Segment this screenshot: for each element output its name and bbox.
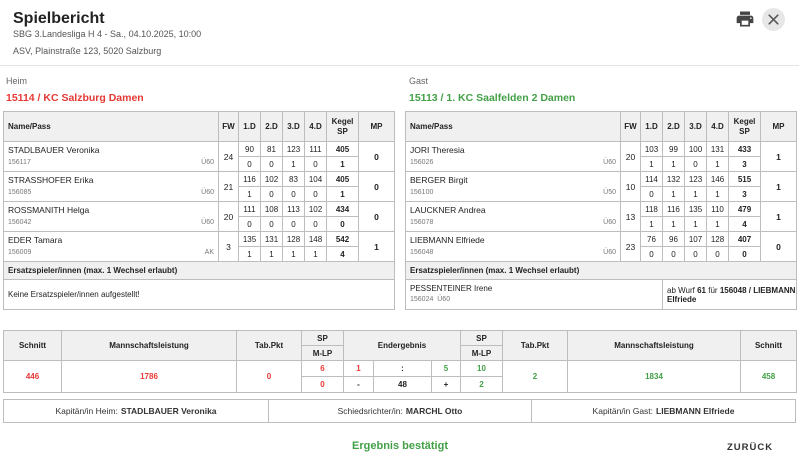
col-d3: 3.D xyxy=(685,112,707,142)
kegel-value: 118 xyxy=(641,202,663,217)
page-title: Spielbericht xyxy=(13,10,105,27)
end-home-top: 1 xyxy=(344,361,374,377)
kegel-total: 515 xyxy=(729,172,761,187)
player-cell xyxy=(4,172,219,202)
player-fw: 13 xyxy=(621,202,641,232)
kegel-value: 128 xyxy=(707,232,729,247)
player-pass: 156100 xyxy=(410,189,434,196)
player-name: EDER Tamara xyxy=(8,235,63,245)
kegel-value: 102 xyxy=(261,172,283,187)
sub-player-name: PESSENTEINER Irene xyxy=(410,284,493,293)
player-name: LIEBMANN Elfriede xyxy=(410,235,485,245)
sp-total: 3 xyxy=(729,187,761,202)
player-row xyxy=(4,172,395,187)
player-cell xyxy=(406,142,621,172)
col-d1: 1.D xyxy=(239,112,261,142)
player-category: Ü50 xyxy=(603,189,616,196)
kegel-value: 148 xyxy=(305,232,327,247)
col-kegel-sp: Kegel SP xyxy=(729,112,761,142)
kegel-value: 113 xyxy=(283,202,305,217)
sp-value: 0 xyxy=(261,217,283,232)
guest-tabpkt: 2 xyxy=(503,361,568,393)
sp-value: 0 xyxy=(283,217,305,232)
guest-schnitt: 458 xyxy=(741,361,797,393)
result-confirmed-status: Ergebnis bestätigt xyxy=(352,440,448,452)
player-row xyxy=(406,232,797,247)
player-fw: 3 xyxy=(219,232,239,262)
kegel-value: 102 xyxy=(305,202,327,217)
kegel-value: 131 xyxy=(707,142,729,157)
end-guest-top: 5 xyxy=(432,361,461,377)
sp-total: 0 xyxy=(729,247,761,262)
officials-row xyxy=(3,399,796,423)
kegel-value: 128 xyxy=(283,232,305,247)
home-mlp: 0 xyxy=(302,377,344,393)
player-category: Ü60 xyxy=(603,219,616,226)
guest-captain: Kapitän/in Gast: LIEBMANN Elfriede xyxy=(592,406,735,416)
kegel-total: 405 xyxy=(327,172,359,187)
kegel-value: 123 xyxy=(283,142,305,157)
player-category: Ü60 xyxy=(603,159,616,166)
player-row xyxy=(4,142,395,157)
home-subs-header: Ersatzspieler/innen (max. 1 Wechsel erlaubt) xyxy=(4,262,395,280)
home-tabpkt: 0 xyxy=(237,361,302,393)
sp-value: 1 xyxy=(685,217,707,232)
player-category: AK xyxy=(204,249,214,256)
match-location: ASV, Plainstraße 123, 5020 Salzburg xyxy=(13,46,162,56)
sp-value: 1 xyxy=(641,157,663,172)
kegel-value: 107 xyxy=(685,232,707,247)
kegel-value: 111 xyxy=(239,202,261,217)
player-fw: 21 xyxy=(219,172,239,202)
sp-total: 0 xyxy=(327,217,359,232)
player-pass: 156048 xyxy=(410,249,434,256)
close-icon xyxy=(762,8,785,31)
match-info: SBG 3.Landesliga H 4 - Sa., 04.10.2025, 10:00 xyxy=(13,29,202,39)
guest-players-table xyxy=(405,111,797,310)
guest-leistung: 1834 xyxy=(568,361,741,393)
close-button[interactable] xyxy=(762,8,785,31)
sum-tabpkt-home-hdr: Tab.Pkt xyxy=(237,331,302,361)
sp-value: 0 xyxy=(261,187,283,202)
col-fw: FW xyxy=(621,112,641,142)
player-row xyxy=(406,172,797,187)
printer-icon[interactable] xyxy=(735,9,755,29)
table-header-row xyxy=(4,112,395,142)
player-fw: 20 xyxy=(219,202,239,232)
sp-total: 1 xyxy=(327,187,359,202)
col-name: Name/Pass xyxy=(406,112,621,142)
col-kegel-sp: Kegel SP xyxy=(327,112,359,142)
player-row xyxy=(406,202,797,217)
kegel-value: 99 xyxy=(663,142,685,157)
player-category: Ü60 xyxy=(201,159,214,166)
player-cell xyxy=(4,232,219,262)
player-name: STRASSHOFER Erika xyxy=(8,175,94,185)
kegel-total: 479 xyxy=(729,202,761,217)
player-cell xyxy=(406,172,621,202)
player-pass: 156117 xyxy=(8,159,31,166)
player-row xyxy=(4,232,395,247)
sum-sp-home-hdr: SP xyxy=(302,331,344,346)
sub-player xyxy=(406,280,663,310)
sub-info: ab Wurf 61 für 156048 / LIEBMANN Elfriede xyxy=(663,280,797,310)
kegel-total: 542 xyxy=(327,232,359,247)
player-pass: 156009 xyxy=(8,249,32,256)
kegel-value: 104 xyxy=(305,172,327,187)
sp-value: 0 xyxy=(641,187,663,202)
player-row xyxy=(406,142,797,157)
end-sep-top: : xyxy=(374,361,432,377)
home-players-table xyxy=(3,111,395,310)
player-mp: 1 xyxy=(359,232,395,262)
sp-value: 0 xyxy=(239,157,261,172)
sp-value: 1 xyxy=(283,247,305,262)
sp-total: 3 xyxy=(729,157,761,172)
player-mp: 0 xyxy=(359,202,395,232)
home-subs-text: Keine Ersatzspieler/innen aufgestellt! xyxy=(4,280,395,310)
kegel-value: 111 xyxy=(305,142,327,157)
player-cell xyxy=(406,202,621,232)
kegel-value: 135 xyxy=(685,202,707,217)
player-mp: 0 xyxy=(359,142,395,172)
sp-value: 1 xyxy=(663,187,685,202)
player-mp: 1 xyxy=(761,172,797,202)
sp-value: 1 xyxy=(261,247,283,262)
player-mp: 0 xyxy=(761,232,797,262)
home-captain: Kapitän/in Heim: STADLBAUER Veronika xyxy=(4,400,269,422)
report-header xyxy=(0,0,799,66)
col-mp: MP xyxy=(761,112,797,142)
kegel-value: 131 xyxy=(261,232,283,247)
col-d4: 4.D xyxy=(707,112,729,142)
player-pass: 156026 xyxy=(410,159,434,166)
col-fw: FW xyxy=(219,112,239,142)
kegel-value: 116 xyxy=(239,172,261,187)
player-fw: 10 xyxy=(621,172,641,202)
player-category: Ü60 xyxy=(201,189,214,196)
sum-schnitt-guest-hdr: Schnitt xyxy=(741,331,797,361)
player-pass: 156078 xyxy=(410,219,434,226)
referee: Schiedsrichter/in: MARCHL Otto xyxy=(269,400,532,422)
sp-value: 0 xyxy=(239,217,261,232)
col-d2: 2.D xyxy=(663,112,685,142)
kegel-value: 83 xyxy=(283,172,305,187)
home-team-name: 15114 / KC Salzburg Damen xyxy=(6,92,144,104)
player-row xyxy=(4,202,395,217)
kegel-value: 108 xyxy=(261,202,283,217)
kegel-total: 434 xyxy=(327,202,359,217)
sp-value: 0 xyxy=(283,187,305,202)
sp-value: 1 xyxy=(305,247,327,262)
sum-sp-guest-hdr: SP xyxy=(461,331,503,346)
col-d3: 3.D xyxy=(283,112,305,142)
kegel-value: 135 xyxy=(239,232,261,247)
sub-player-pass: 156024 xyxy=(410,296,434,303)
col-d4: 4.D xyxy=(305,112,327,142)
sp-value: 0 xyxy=(685,157,707,172)
player-mp: 0 xyxy=(359,172,395,202)
sum-leistung-home-hdr: Mannschaftsleistung xyxy=(62,331,237,361)
sp-value: 1 xyxy=(239,187,261,202)
sp-value: 0 xyxy=(305,217,327,232)
sp-value: 1 xyxy=(707,217,729,232)
sp-value: 0 xyxy=(685,247,707,262)
kegel-value: 76 xyxy=(641,232,663,247)
sum-schnitt-home-hdr: Schnitt xyxy=(4,331,62,361)
sp-value: 0 xyxy=(707,247,729,262)
sp-value: 1 xyxy=(685,187,707,202)
home-label: Heim xyxy=(6,76,28,86)
sp-total: 1 xyxy=(327,157,359,172)
kegel-value: 123 xyxy=(685,172,707,187)
sum-endergebnis-hdr: Endergebnis xyxy=(344,331,461,361)
sp-value: 1 xyxy=(663,157,685,172)
sp-value: 1 xyxy=(707,157,729,172)
player-cell xyxy=(4,142,219,172)
guest-sp-total: 10 xyxy=(461,361,503,377)
sp-value: 0 xyxy=(641,247,663,262)
player-category: Ü60 xyxy=(603,249,616,256)
sum-leistung-guest-hdr: Mannschaftsleistung xyxy=(568,331,741,361)
sp-value: 0 xyxy=(261,157,283,172)
guest-label: Gast xyxy=(409,76,429,86)
kegel-value: 90 xyxy=(239,142,261,157)
player-name: BERGER Birgit xyxy=(410,175,468,185)
home-sp-total: 6 xyxy=(302,361,344,377)
kegel-value: 100 xyxy=(685,142,707,157)
player-pass: 156085 xyxy=(8,189,32,196)
player-name: JORI Theresia xyxy=(410,145,465,155)
sp-total: 4 xyxy=(729,217,761,232)
guest-mlp: 2 xyxy=(461,377,503,393)
sp-value: 1 xyxy=(707,187,729,202)
kegel-total: 407 xyxy=(729,232,761,247)
kegel-value: 110 xyxy=(707,202,729,217)
sp-value: 0 xyxy=(663,247,685,262)
kegel-value: 103 xyxy=(641,142,663,157)
player-cell xyxy=(406,232,621,262)
player-pass: 156042 xyxy=(8,219,32,226)
sp-value: 0 xyxy=(305,157,327,172)
player-fw: 23 xyxy=(621,232,641,262)
sum-mlp-home-hdr: M-LP xyxy=(302,346,344,361)
sp-value: 1 xyxy=(283,157,305,172)
player-mp: 1 xyxy=(761,202,797,232)
player-cell xyxy=(4,202,219,232)
end-plus: + xyxy=(432,377,461,393)
guest-team-name: 15113 / 1. KC Saalfelden 2 Damen xyxy=(409,92,576,104)
player-name: ROSSMANITH Helga xyxy=(8,205,90,215)
end-minus: - xyxy=(344,377,374,393)
table-header-row xyxy=(406,112,797,142)
col-name: Name/Pass xyxy=(4,112,219,142)
sp-value: 0 xyxy=(305,187,327,202)
back-button[interactable]: ZURÜCK xyxy=(727,442,774,453)
sub-player-cat: Ü60 xyxy=(437,296,451,303)
kegel-value: 116 xyxy=(663,202,685,217)
home-leistung: 1786 xyxy=(62,361,237,393)
kegel-value: 114 xyxy=(641,172,663,187)
sum-mlp-guest-hdr: M-LP xyxy=(461,346,503,361)
player-mp: 1 xyxy=(761,142,797,172)
player-fw: 24 xyxy=(219,142,239,172)
col-d2: 2.D xyxy=(261,112,283,142)
kegel-value: 132 xyxy=(663,172,685,187)
home-schnitt: 446 xyxy=(4,361,62,393)
col-d1: 1.D xyxy=(641,112,663,142)
player-fw: 20 xyxy=(621,142,641,172)
sum-tabpkt-guest-hdr: Tab.Pkt xyxy=(503,331,568,361)
sp-total: 4 xyxy=(327,247,359,262)
sp-value: 1 xyxy=(239,247,261,262)
kegel-value: 146 xyxy=(707,172,729,187)
summary-table xyxy=(3,330,797,393)
sp-value: 1 xyxy=(641,217,663,232)
col-mp: MP xyxy=(359,112,395,142)
end-sep-bottom: 48 xyxy=(374,377,432,393)
guest-subs-header: Ersatzspieler/innen (max. 1 Wechsel erlaubt) xyxy=(406,262,797,280)
kegel-total: 433 xyxy=(729,142,761,157)
kegel-value: 96 xyxy=(663,232,685,247)
player-name: LAUCKNER Andrea xyxy=(410,205,486,215)
sp-value: 1 xyxy=(663,217,685,232)
kegel-total: 405 xyxy=(327,142,359,157)
kegel-value: 81 xyxy=(261,142,283,157)
player-name: STADLBAUER Veronika xyxy=(8,145,100,155)
player-category: Ü60 xyxy=(201,219,214,226)
